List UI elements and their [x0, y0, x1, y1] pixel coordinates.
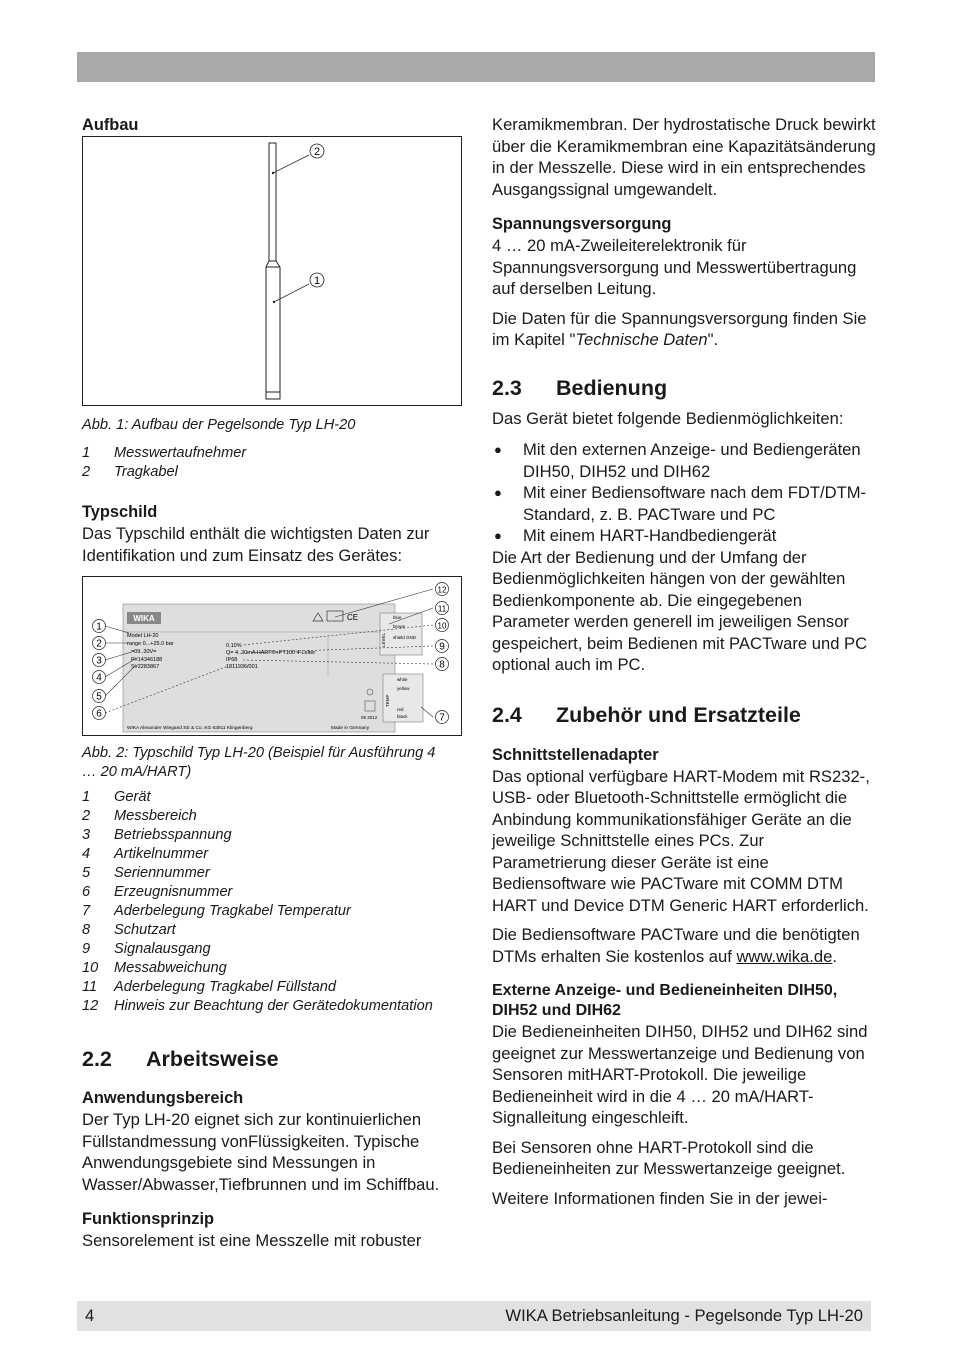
pactware-text-end: .	[832, 946, 837, 966]
header-bar	[77, 52, 875, 82]
bullet-icon: ●	[494, 442, 502, 457]
nameplate-ip: IP68	[226, 657, 238, 663]
bedienung-text: Die Art der Bedienung und der Umfang der Bedienmöglichkeiten hängen von der gewählten Bedienkomponente ab. Die eingegebenen Parameter werden generell im jeweiligen Sensor gespeichert, beim Bedienen mit PACTware und PC optional auch im PC.	[492, 547, 868, 674]
pactware-text	[492, 924, 876, 967]
callout-n4: 4	[96, 672, 102, 684]
legend-text: Erzeugnisnummer	[114, 884, 233, 900]
wire-red: red	[397, 707, 404, 712]
legend-number: 11	[82, 979, 98, 995]
bedienung-intro: Das Gerät bietet folgende Bedienmöglichkeiten:	[492, 408, 844, 428]
nameplate-supply: =09..30V=	[131, 649, 157, 655]
level-label: LEVEL	[381, 632, 386, 647]
ce-mark: CE	[347, 613, 359, 622]
legend-text: Gerät	[114, 789, 151, 805]
legend-item	[82, 978, 462, 997]
wika-link[interactable]: www.wika.de	[736, 946, 833, 966]
nameplate-model: Model LH-20	[127, 633, 159, 639]
legend-text: Aderbelegung Tragkabel Temperatur	[114, 903, 351, 919]
legend-item	[82, 826, 462, 845]
page-footer	[77, 1301, 871, 1331]
callout-n7: 7	[439, 712, 445, 724]
funktion-heading: Funktionsprinzip	[82, 1210, 215, 1228]
legend-item	[82, 883, 462, 902]
bullet-item	[492, 439, 876, 482]
section-title: Arbeitsweise	[146, 1047, 279, 1071]
daten-text-a: Die Daten für die Spannungsversorgung finden Sie im Kapitel "	[492, 308, 867, 349]
legend-text: Aderbelegung Tragkabel Füllstand	[114, 979, 337, 995]
anwendung-heading: Anwendungsbereich	[82, 1089, 244, 1107]
legend-number: 7	[82, 903, 91, 919]
right-column	[492, 114, 876, 1217]
wire-brown: brown	[393, 624, 406, 629]
bullet-text: Mit den externen Anzeige- und Bediengeräten DIH50, DIH52 und DIH62	[523, 440, 861, 481]
legend-text: Artikelnummer	[114, 846, 209, 862]
nameplate-date: 09 2012	[361, 715, 378, 720]
legend-number: 6	[82, 884, 91, 900]
legend-item	[82, 788, 462, 807]
nameplate-brand: WIKA	[133, 614, 155, 623]
spannung-heading: Spannungsversorgung	[492, 215, 672, 233]
funktion-text: Sensorelement ist eine Messzelle mit robuster	[82, 1231, 422, 1250]
bullet-item	[492, 482, 876, 525]
callout-n12: 12	[437, 585, 447, 595]
legend-number: 2	[82, 464, 91, 480]
legend-item	[82, 997, 462, 1016]
schnitt-text: Das optional verfügbare HART-Modem mit RS232-, USB- oder Bluetooth-Schnittstelle ermöglicht die Anbindung kommunikationsfähiger Geräte an die jeweilige Schnittstelle eines PCs. Zur Parametrierung dieser Geräte ist eine Bediensoftware wie PACTware mit COMM DTM HART und Device DTM Generic HART erforderlich.	[492, 766, 870, 915]
figure-2-nameplate	[82, 576, 462, 736]
legend-number: 3	[82, 827, 91, 843]
continued-text: Keramikmembran. Der hydrostatische Druck bewirkt über die Keramikmembran eine Kapazitätsänderung in der Messzelle. Diese wird in ein entsprechendes Ausgangssignal umgewandelt.	[492, 115, 876, 199]
callout-n8: 8	[439, 659, 445, 671]
nameplate-accuracy: 0.10%	[226, 643, 242, 649]
legend-number: 1	[82, 789, 91, 805]
legend-item	[82, 921, 462, 940]
aufbau-heading: Aufbau	[82, 116, 139, 134]
schnitt-heading: Schnittstellenadapter	[492, 745, 659, 764]
bullet-text: Mit einem HART-Handbediengerät	[523, 526, 777, 545]
left-column	[82, 114, 462, 1260]
wire-white: white	[397, 677, 408, 682]
legend-item	[82, 463, 462, 482]
callout-n11: 11	[437, 604, 447, 614]
bullet-text: Mit einer Bediensoftware nach dem FDT/DTM-Standard, z. B. PACTware und PC	[523, 483, 867, 524]
spannung-text: 4 … 20 mA-Zweileiterelektronik für Spannungsversorgung und Messwertübertragung auf derselben Leitung.	[492, 236, 857, 298]
nameplate-drawing	[83, 577, 461, 735]
pactware-text-body: Die Bediensoftware PACTware und die benötigten DTMs erhalten Sie kostenlos auf	[492, 925, 860, 966]
section-title: Bedienung	[556, 375, 668, 400]
section-2-2-heading	[82, 1046, 462, 1072]
nameplate-range: range 0...+25.0 bar	[127, 641, 174, 647]
callout-n9: 9	[439, 641, 445, 653]
typschild-text: Das Typschild enthält die wichtigsten Daten zur Identifikation und zum Einsatz des Gerätes:	[82, 524, 430, 565]
legend-number: 1	[82, 445, 91, 461]
wire-yellow: yellow	[397, 686, 410, 691]
temp-label: TEMP	[385, 694, 390, 707]
nameplate-pno: P#14346188	[131, 657, 163, 663]
extern-text: Die Bedieneinheiten DIH50, DIH52 und DIH62 sind geeignet zur Messwertanzeige und Bedienung von Sensoren mitHART-Protokoll. Die jeweilige Bedieneinheit wird in die 4 … 20 mA/HART-Signalleitung eingeschleift.	[492, 1022, 868, 1127]
typschild-heading: Typschild	[82, 503, 158, 521]
legend-text: Messbereich	[114, 808, 197, 824]
nameplate-output: Q= 4..20mA HART®+PT100 4-Leiter	[226, 650, 316, 656]
nameplate-address: WIKA Alexander Wiegand SE & Co. KG 63911 Klingenberg	[127, 726, 253, 731]
probe-drawing	[83, 137, 461, 405]
section-number: 2.4	[492, 702, 522, 727]
callout-1-label: 1	[313, 275, 321, 287]
legend-item	[82, 864, 462, 883]
legend-text: Seriennummer	[114, 865, 210, 881]
legend-text: Schutzart	[114, 922, 176, 938]
legend-item	[82, 940, 462, 959]
legend-text: Betriebsspannung	[114, 827, 232, 843]
legend-number: 12	[82, 998, 99, 1014]
legend-item	[82, 444, 462, 463]
legend-text: Tragkabel	[114, 464, 178, 480]
figure-2-legend	[82, 788, 462, 1016]
section-2-4-heading	[492, 702, 876, 728]
section-number: 2.3	[492, 375, 522, 400]
extern-heading: Externe Anzeige- und Bedieneinheiten DIH50, DIH52 und DIH62	[492, 982, 838, 1019]
anwendung-text: Der Typ LH-20 eignet sich zur kontinuierlichen Füllstandmessung vonFlüssigkeiten. Typische Anwendungsgebiete sind Messungen in Wasser/Abwasser,Tiefbrunnen und im Schiffbau.	[82, 1110, 440, 1194]
wire-black: black	[397, 714, 408, 719]
legend-text: Signalausgang	[114, 941, 211, 957]
figure-1-legend	[82, 444, 462, 482]
wire-blue: blue	[393, 615, 402, 620]
callout-n1: 1	[96, 621, 102, 633]
legend-text: Hinweis zur Beachtung der Gerätedokumentation	[114, 998, 433, 1014]
bullet-icon: ●	[494, 485, 502, 500]
callout-n3: 3	[96, 655, 102, 667]
legend-number: 5	[82, 865, 91, 881]
daten-text-b: ".	[707, 330, 719, 349]
section-number: 2.2	[82, 1047, 112, 1071]
legend-item	[82, 845, 462, 864]
bedienung-list	[492, 439, 876, 547]
section-title: Zubehör und Ersatzteile	[556, 702, 801, 727]
figure-1-construction	[82, 136, 462, 406]
callout-n2: 2	[96, 638, 102, 650]
daten-text	[492, 308, 876, 351]
legend-item	[82, 902, 462, 921]
page-number: 4	[85, 1306, 95, 1325]
legend-number: 10	[82, 960, 99, 976]
section-2-3-heading	[492, 375, 876, 401]
nameplate-made: Made in Germany	[331, 726, 370, 731]
callout-n6: 6	[96, 708, 102, 720]
legend-item	[82, 959, 462, 978]
callout-n5: 5	[96, 691, 102, 703]
callout-n10: 10	[437, 621, 447, 631]
legend-text: Messabweichung	[114, 960, 227, 976]
legend-number: 2	[82, 808, 91, 824]
callout-2-label: 2	[313, 146, 321, 158]
nameplate-sno: S#2283867	[131, 664, 160, 670]
figure-1-caption: Abb. 1: Aufbau der Pegelsonde Typ LH-20	[82, 417, 356, 433]
legend-text: Messwertaufnehmer	[114, 445, 247, 461]
bullet-icon: ●	[494, 528, 502, 543]
footer-title: WIKA Betriebsanleitung - Pegelsonde Typ LH-20	[505, 1306, 863, 1325]
legend-number: 8	[82, 922, 91, 938]
weitere-text: Weitere Informationen finden Sie in der jewei-	[492, 1188, 828, 1208]
nameplate-prodno: 1811936/001	[226, 664, 258, 670]
bullet-item	[492, 525, 876, 547]
legend-number: 4	[82, 846, 91, 862]
figure-2-caption: Abb. 2: Typschild Typ LH-20 (Beispiel für Ausführung 4 … 20 mA/HART)	[82, 745, 436, 780]
daten-text-ref: Technische Daten	[575, 330, 708, 349]
wire-shield: shield GND	[393, 635, 417, 640]
legend-number: 9	[82, 941, 91, 957]
legend-item	[82, 807, 462, 826]
ohne-hart-text: Bei Sensoren ohne HART-Protokoll sind die Bedieneinheiten zur Messwertanzeige geeignet.	[492, 1137, 846, 1178]
